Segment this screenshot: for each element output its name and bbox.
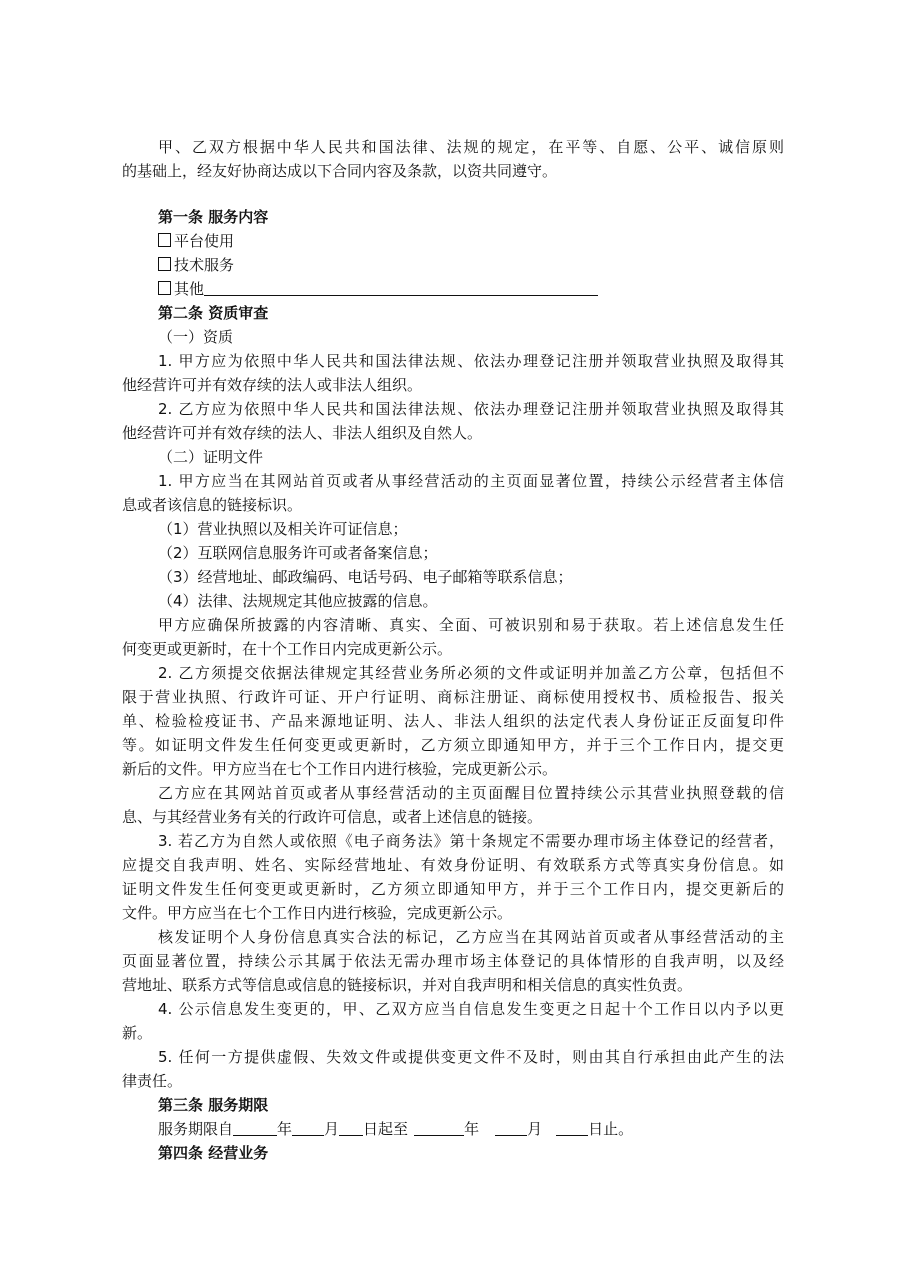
- list-item-2: （2）互联网信息服务许可或者备案信息；: [158, 544, 438, 562]
- para-7-line-3: 证明文件发生任何变更或更新时，乙方须立即通知甲方，并于三个工作日内，提交更新后的: [122, 880, 784, 898]
- start-year-blank[interactable]: [233, 1119, 277, 1136]
- para-8-line-3: 营地址、联系方式等信息或信息的链接标识，并对自我声明和相关信息的真实性负责。: [122, 976, 693, 994]
- para-9-line-1: 4. 公示信息发生变更的，甲、乙双方应当自信息发生变更之日起十个工作日以内予以更: [158, 1000, 784, 1018]
- end-day-blank[interactable]: [556, 1119, 588, 1136]
- para-1-line-1: 1. 甲方应为依照中华人民共和国法律法规、依法办理登记注册并领取营业执照及取得其: [158, 352, 784, 370]
- para-4-line-1: 甲方应确保所披露的内容清晰、真实、全面、可被识别和易于获取。若上述信息发生任: [158, 616, 784, 634]
- intro-line-1: 甲、乙双方根据中华人民共和国法律、法规的规定，在平等、自愿、公平、诚信原则: [158, 138, 784, 156]
- para-5-line-2: 限于营业执照、行政许可证、开户行证明、商标注册证、商标使用授权书、质检报告、报关: [122, 688, 784, 706]
- section-documents: （二）证明文件: [158, 448, 264, 466]
- end-year-blank[interactable]: [414, 1119, 464, 1136]
- service-term-line: [158, 1117, 633, 1141]
- para-3-line-2: 息或者该信息的链接标识。: [122, 496, 303, 514]
- start-day-blank[interactable]: [339, 1119, 363, 1136]
- term-text-end: 日止。: [588, 1120, 634, 1138]
- para-1-line-2: 他经营许可并有效存续的法人或非法人组织。: [122, 376, 423, 394]
- checkbox-platform-use[interactable]: [158, 233, 171, 247]
- section-qualification: （一）资质: [158, 328, 234, 346]
- end-month-blank[interactable]: [495, 1119, 527, 1136]
- para-8-line-1: 核发证明个人身份信息真实合法的标记，乙方应当在其网站首页或者从事经营活动的主: [158, 928, 784, 946]
- option-platform-use: [158, 229, 234, 253]
- other-fill-blank[interactable]: [204, 279, 598, 296]
- list-item-4: （4）法律、法规规定其他应披露的信息。: [158, 592, 438, 610]
- para-5-line-3: 单、检验检疫证书、产品来源地证明、法人、非法人组织的法定代表人身份证正反面复印件: [122, 712, 784, 730]
- term-text-from: 服务期限自: [158, 1120, 234, 1138]
- option-tech-service-label: 技术服务: [174, 256, 235, 274]
- para-9-line-2: 新。: [122, 1024, 153, 1042]
- article-2-title: 第二条 资质审查: [158, 304, 269, 322]
- option-other: [158, 277, 598, 301]
- term-text-year-2: 年: [464, 1120, 480, 1138]
- para-6-line-1: 乙方应在其网站首页或者从事经营活动的主页面醒目位置持续公示其营业执照登载的信: [158, 784, 784, 802]
- checkbox-tech-service[interactable]: [158, 257, 171, 271]
- para-10-line-1: 5. 任何一方提供虚假、失效文件或提供变更文件不及时，则由其自行承担由此产生的法: [158, 1048, 784, 1066]
- option-tech-service: [158, 253, 234, 277]
- para-6-line-2: 息、与其经营业务有关的行政许可信息，或者上述信息的链接。: [122, 808, 543, 826]
- checkbox-other[interactable]: [158, 281, 171, 295]
- para-5-line-5: 新后的文件。甲方应当在七个工作日内进行核验，完成更新公示。: [122, 760, 558, 778]
- para-8-line-2: 页面显著位置，持续公示其属于依法无需办理市场主体登记的具体情形的自我声明，以及经: [122, 952, 784, 970]
- option-platform-use-label: 平台使用: [174, 232, 235, 250]
- term-text-month-2: 月: [527, 1120, 543, 1138]
- list-item-3: （3）经营地址、邮政编码、电话号码、电子邮箱等联系信息；: [158, 568, 573, 586]
- para-3-line-1: 1. 甲方应当在其网站首页或者从事经营活动的主页面显著位置，持续公示经营者主体信: [158, 472, 784, 490]
- para-2-line-2: 他经营许可并有效存续的法人、非法人组织及自然人。: [122, 424, 483, 442]
- article-3-title: 第三条 服务期限: [158, 1096, 269, 1114]
- para-7-line-2: 应提交自我声明、姓名、实际经营地址、有效身份证明、有效联系方式等真实身份信息。如: [122, 856, 784, 874]
- term-text-month-1: 月: [324, 1120, 340, 1138]
- option-other-label: 其他: [174, 280, 205, 298]
- para-4-line-2: 何变更或更新时，在十个工作日内完成更新公示。: [122, 640, 453, 658]
- para-5-line-1: 2. 乙方须提交依据法律规定其经营业务所必须的文件或证明并加盖乙方公章，包括但不: [158, 664, 784, 682]
- para-5-line-4: 等。如证明文件发生任何变更或更新时，乙方须立即通知甲方，并于三个工作日内，提交更: [122, 736, 784, 754]
- para-10-line-2: 律责任。: [122, 1072, 183, 1090]
- term-text-until: 日起至: [363, 1120, 409, 1138]
- article-1-title: 第一条 服务内容: [158, 208, 269, 226]
- intro-line-2: 的基础上，经友好协商达成以下合同内容及条款，以资共同遵守。: [122, 162, 558, 180]
- para-7-line-4: 文件。甲方应当在七个工作日内进行核验，完成更新公示。: [122, 904, 513, 922]
- para-2-line-1: 2. 乙方应为依照中华人民共和国法律法规、依法办理登记注册并领取营业执照及取得其: [158, 400, 784, 418]
- list-item-1: （1）营业执照以及相关许可证信息；: [158, 520, 408, 538]
- article-4-title: 第四条 经营业务: [158, 1144, 269, 1162]
- start-month-blank[interactable]: [292, 1119, 324, 1136]
- para-7-line-1: 3. 若乙方为自然人或依照《电子商务法》第十条规定不需要办理市场主体登记的经营者，: [158, 832, 784, 850]
- term-text-year-1: 年: [277, 1120, 293, 1138]
